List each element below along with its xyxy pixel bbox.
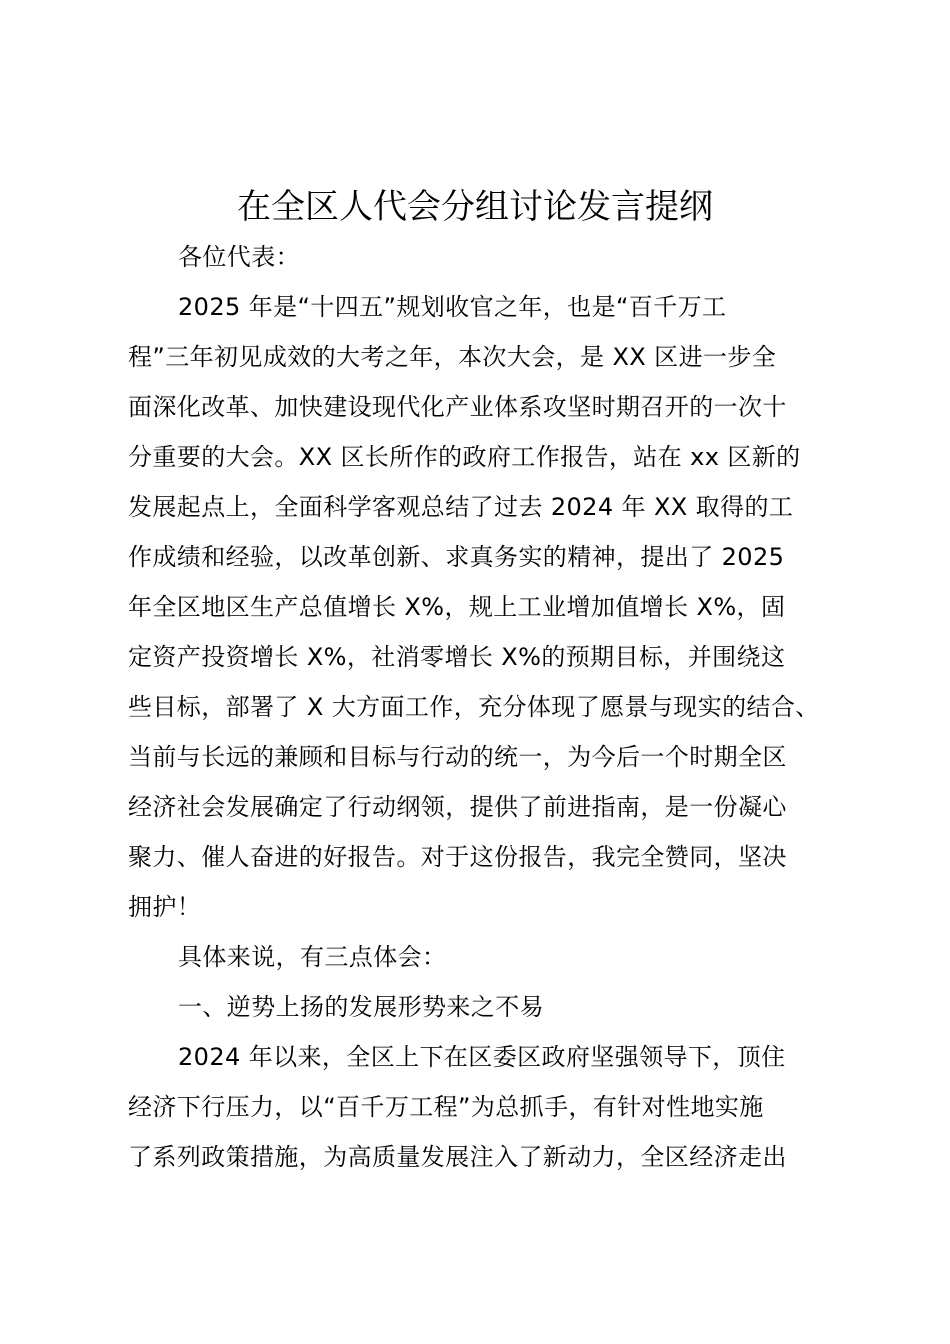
document-title: 在全区人代会分组讨论发言提纲 <box>237 187 713 227</box>
text-line: 一、逆势上扬的发展形势来之不易 <box>178 993 544 1021</box>
document-body <box>128 232 848 1182</box>
text-line: 当前与长远的兼顾和目标与行动的统一，为今后一个时期全区 <box>128 743 787 771</box>
text-line: 分重要的大会。XX 区长所作的政府工作报告，站在 xx 区新的 <box>128 443 801 471</box>
text-line: 年全区地区生产总值增长 X%，规上工业增加值增长 X%，固 <box>128 593 786 621</box>
text-line: 面深化改革、加快建设现代化产业体系攻坚时期召开的一次十 <box>128 393 787 421</box>
text-line: 拥护！ <box>128 893 202 921</box>
text-line: 程”三年初见成效的大考之年，本次大会，是 XX 区进一步全 <box>128 343 777 371</box>
text-line: 些目标，部署了 X 大方面工作，充分体现了愿景与现实的结合、 <box>128 693 820 721</box>
text-line: 了系列政策措施，为高质量发展注入了新动力，全区经济走出 <box>128 1143 787 1171</box>
text-line: 定资产投资增长 X%，社消零增长 X%的预期目标，并围绕这 <box>128 643 786 671</box>
text-line: 2024 年以来，全区上下在区委区政府坚强领导下，顶住 <box>178 1043 786 1071</box>
text-line: 经济下行压力，以“百千万工程”为总抓手，有针对性地实施 <box>128 1093 764 1121</box>
text-line: 各位代表： <box>178 243 300 271</box>
text-line: 经济社会发展确定了行动纲领，提供了前进指南，是一份凝心 <box>128 793 787 821</box>
text-line: 发展起点上，全面科学客观总结了过去 2024 年 XX 取得的工 <box>128 493 794 521</box>
text-line: 作成绩和经验，以改革创新、求真务实的精神，提出了 2025 <box>128 543 785 571</box>
text-line: 2025 年是“十四五”规划收官之年，也是“百千万工 <box>178 293 727 321</box>
text-line: 具体来说，有三点体会： <box>178 943 447 971</box>
text-line: 聚力、催人奋进的好报告。对于这份报告，我完全赞同，坚决 <box>128 843 787 871</box>
